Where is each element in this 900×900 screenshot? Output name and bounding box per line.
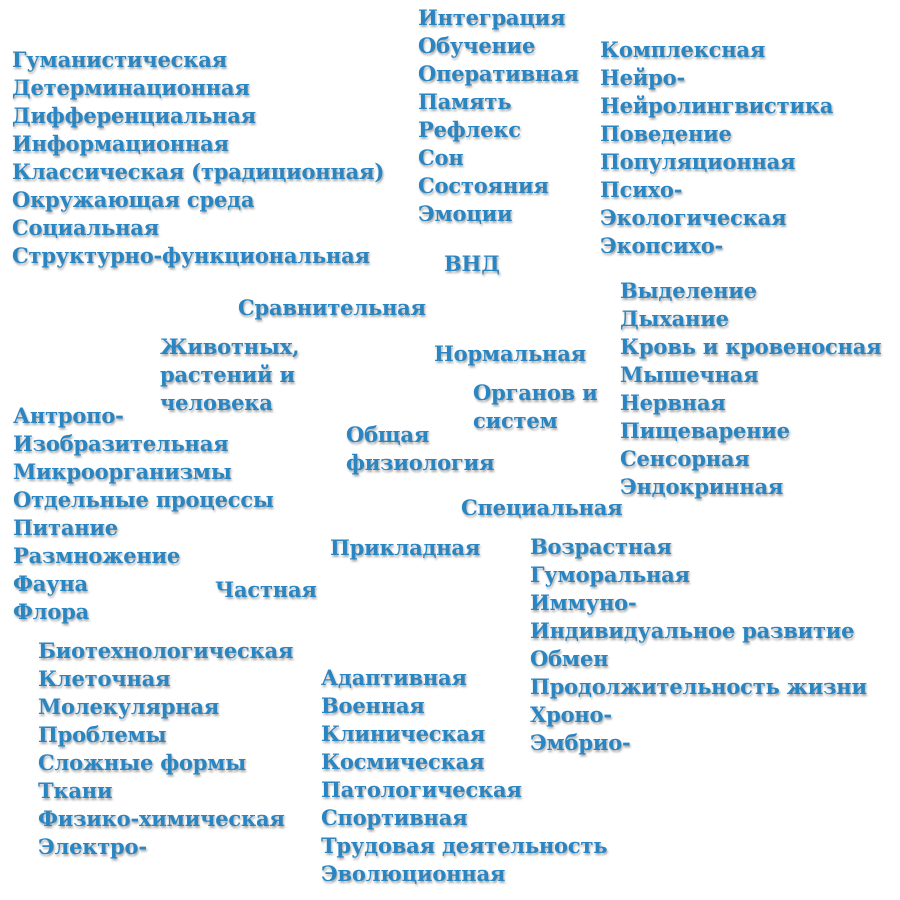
- list-item: Детерминационная: [12, 75, 250, 100]
- list-item: Окружающая среда: [12, 187, 255, 212]
- list-item: Эмбрио-: [530, 730, 631, 755]
- list-item: Дифференциальная: [12, 103, 256, 128]
- list-item: Трудовая деятельность: [321, 833, 608, 858]
- list-item: Информационная: [12, 131, 229, 156]
- list-item: Нейролингвистика: [600, 93, 834, 118]
- list-item: Адаптивная: [321, 665, 467, 690]
- list-item: Эмоции: [418, 201, 513, 226]
- list-item: Патологическая: [321, 777, 522, 802]
- list-item: Фауна: [13, 571, 88, 596]
- list-item: Биотехнологическая: [38, 638, 294, 663]
- branch-normal: Нормальная: [434, 341, 586, 366]
- list-top-middle: [418, 4, 579, 228]
- branch-comparative: Сравнительная: [238, 295, 426, 320]
- list-item: Нейро-: [600, 65, 685, 90]
- list-item: Классическая (традиционная): [12, 159, 385, 184]
- list-bottom-left: [38, 637, 293, 861]
- list-item: Рефлекс: [418, 117, 521, 142]
- list-item: Ткани: [38, 778, 113, 803]
- list-item: Гуманистическая: [12, 47, 227, 72]
- branch-particular: Частная: [215, 577, 317, 602]
- list-item: Обучение: [418, 33, 536, 58]
- list-top-left: [12, 46, 384, 270]
- list-item: Поведение: [600, 121, 732, 146]
- list-middle-right: [620, 277, 882, 501]
- list-item: Иммуно-: [530, 590, 637, 615]
- list-item: Экопсихо-: [600, 233, 724, 258]
- list-item: Гуморальная: [530, 562, 690, 587]
- list-item: Изобразительная: [13, 431, 229, 456]
- list-item: Микроорганизмы: [13, 459, 232, 484]
- branch-line: систем: [473, 408, 558, 433]
- branch-applied: Прикладная: [330, 535, 481, 560]
- list-item: Нервная: [620, 390, 726, 415]
- list-item: Размножение: [13, 543, 181, 568]
- list-item: Популяционная: [600, 149, 796, 174]
- list-item: Социальная: [12, 215, 159, 240]
- list-item: Клиническая: [321, 721, 486, 746]
- list-item: Спортивная: [321, 805, 468, 830]
- center-title-line1: Общая: [346, 422, 430, 447]
- list-item: Память: [418, 89, 512, 114]
- branch-line: Животных,: [160, 334, 300, 359]
- list-item: Электро-: [38, 834, 147, 859]
- branch-vnd: ВНД: [444, 251, 500, 276]
- list-item: Флора: [13, 599, 90, 624]
- list-item: Физико-химическая: [38, 806, 285, 831]
- list-item: Сложные формы: [38, 750, 247, 775]
- branch-special: Специальная: [461, 495, 623, 520]
- list-item: Эволюционная: [321, 861, 506, 886]
- branch-line: растений и: [160, 362, 295, 387]
- list-item: Антропо-: [13, 403, 124, 428]
- list-item: Психо-: [600, 177, 683, 202]
- list-item: Структурно-функциональная: [12, 243, 370, 268]
- list-item: Космическая: [321, 749, 485, 774]
- list-item: Отдельные процессы: [13, 487, 274, 512]
- list-item: Пищеварение: [620, 418, 790, 443]
- list-item: Проблемы: [38, 722, 167, 747]
- list-item: Оперативная: [418, 61, 579, 86]
- list-item: Молекулярная: [38, 694, 220, 719]
- list-item: Клеточная: [38, 666, 171, 691]
- list-item: Военная: [321, 693, 425, 718]
- list-item: Сон: [418, 145, 464, 170]
- branch-line: Органов и: [473, 380, 598, 405]
- list-item: Кровь и кровеносная: [620, 334, 882, 359]
- center-title-line2: физиология: [346, 450, 495, 475]
- list-item: Дыхание: [620, 306, 729, 331]
- list-item: Состояния: [418, 173, 549, 198]
- list-item: Экологическая: [600, 205, 787, 230]
- list-item: Обмен: [530, 646, 609, 671]
- list-item: Комплексная: [600, 37, 766, 62]
- list-item: Выделение: [620, 278, 757, 303]
- list-item: Продолжительность жизни: [530, 674, 867, 699]
- list-item: Мышечная: [620, 362, 759, 387]
- list-item: Интеграция: [418, 5, 566, 30]
- list-item: Хроно-: [530, 702, 612, 727]
- list-item: Возрастная: [530, 534, 672, 559]
- list-item: Питание: [13, 515, 118, 540]
- list-bottom-middle: [321, 664, 607, 888]
- list-item: Сенсорная: [620, 446, 750, 471]
- list-item: Индивидуальное развитие: [530, 618, 855, 643]
- branch-line: человека: [160, 390, 273, 415]
- list-top-right: [600, 36, 833, 260]
- list-item: Эндокринная: [620, 474, 784, 499]
- center-node: [346, 421, 494, 477]
